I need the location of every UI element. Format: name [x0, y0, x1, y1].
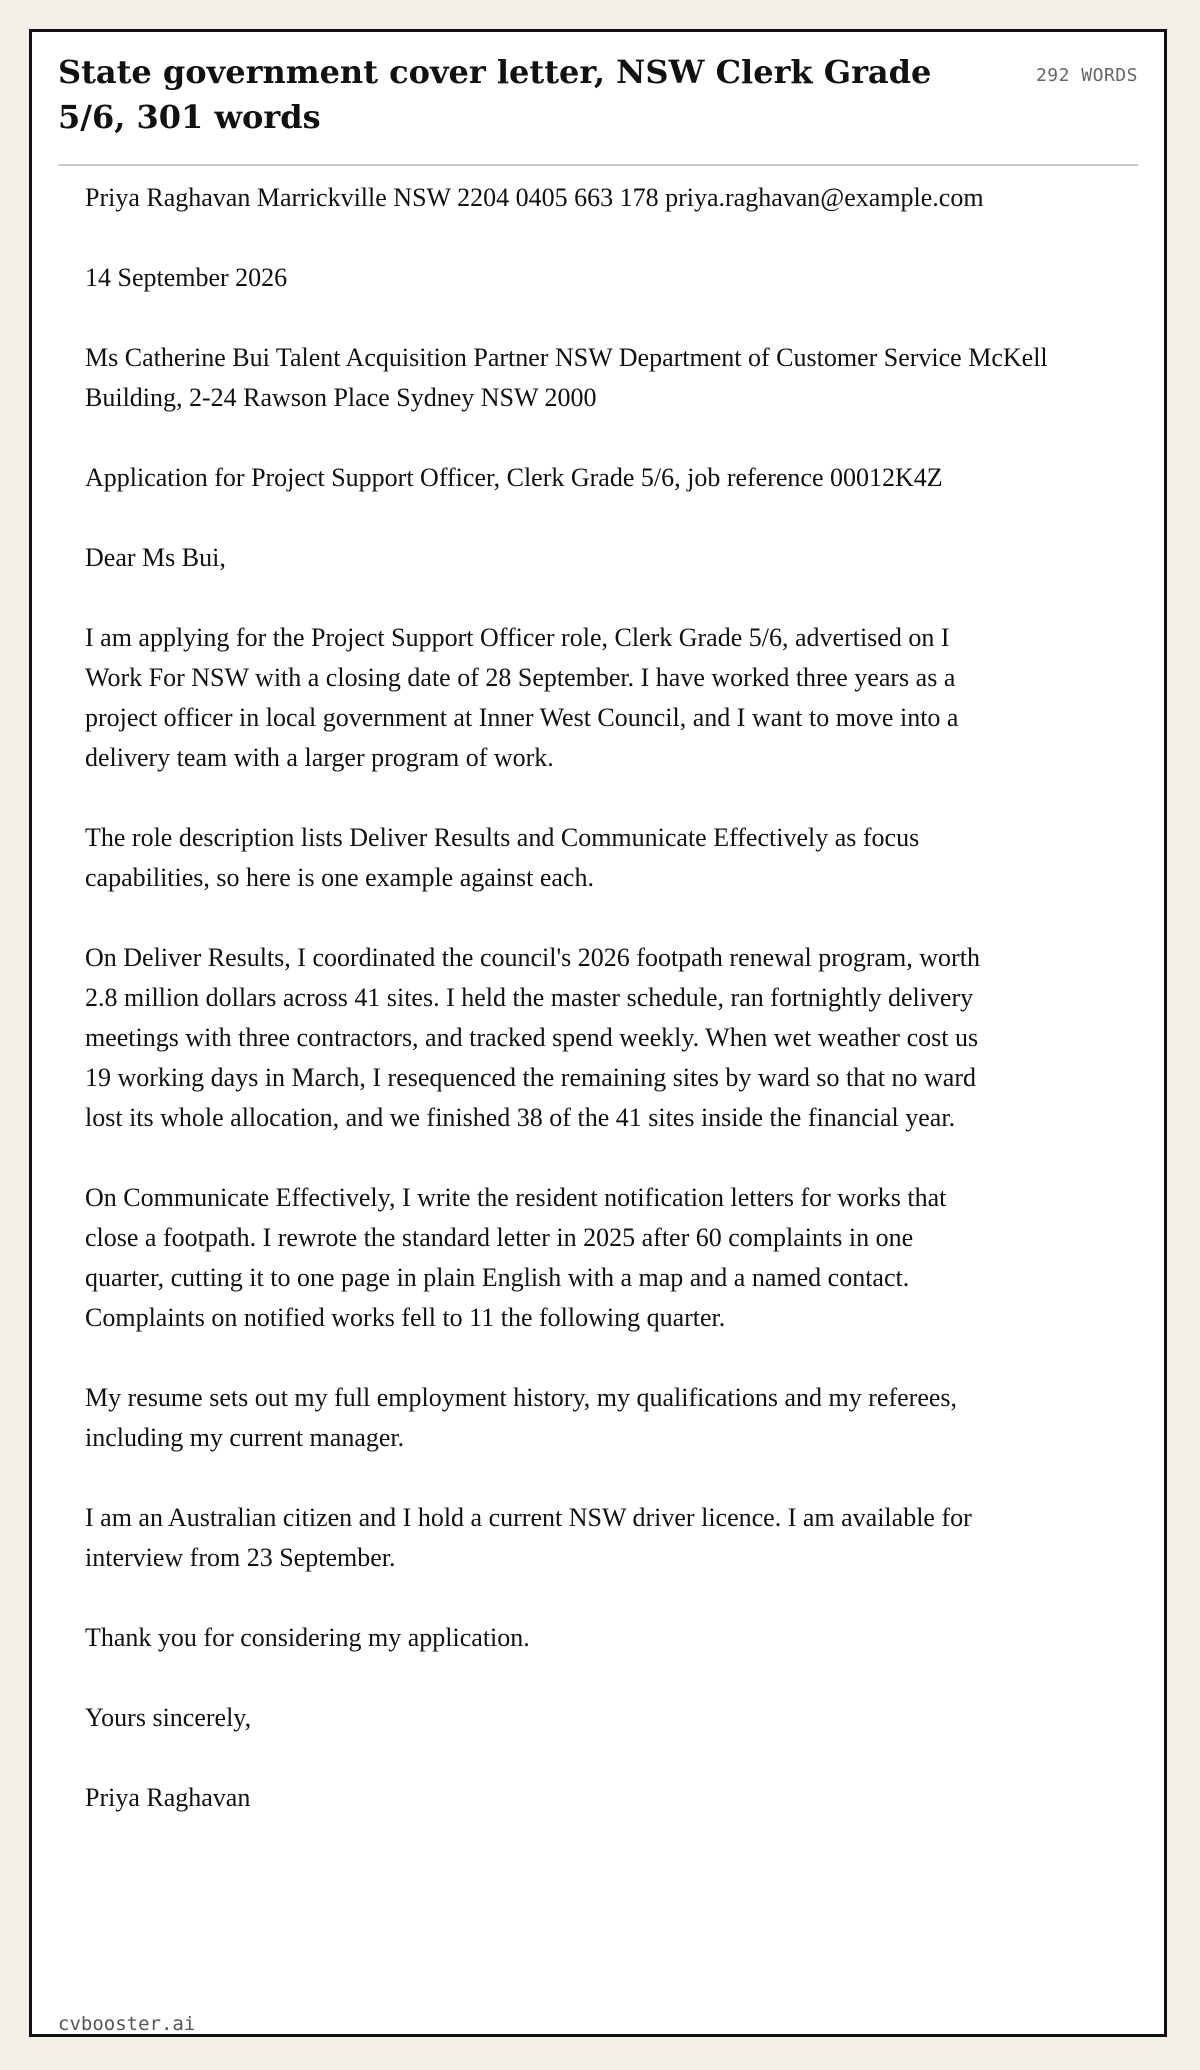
letter-header: [58, 50, 1138, 166]
letter-date: 14 September 2026: [85, 263, 288, 292]
subject-line: Application for Project Support Officer, Clerk Grade 5/6, job reference 00012K4Z: [85, 463, 943, 492]
closing: Yours sincerely,: [85, 1703, 252, 1732]
body-paragraph-deliver-results: On Deliver Results, I coordinated the council's 2026 footpath renewal program, worth 2.8 million dollars across 41 sites. I held the master schedule, ran fortnightly delivery meetings with three contractors, and tracked spend weekly. When wet weather cost us 19 working days in March, I resequenced the remaining sites by ward so that no ward lost its whole allocation, and we finished 38 of the 41 sites inside the financial year.: [85, 943, 980, 1132]
letter-body: [85, 178, 1085, 1858]
page-title: State government cover letter, NSW Clerk Grade 5/6, 301 words: [58, 53, 932, 136]
sender-block: Priya Raghavan Marrickville NSW 2204 0405 663 178 priya.raghavan@example.com: [85, 183, 984, 212]
salutation: Dear Ms Bui,: [85, 543, 226, 572]
signature: Priya Raghavan: [85, 1783, 251, 1812]
word-count-badge: 292 WORDS: [1035, 65, 1138, 86]
body-paragraph-capabilities: The role description lists Deliver Results and Communicate Effectively as focus capabilities, so here is one example against each.: [85, 823, 920, 892]
body-paragraph-communicate: On Communicate Effectively, I write the resident notification letters for works that close a footpath. I rewrote the standard letter in 2025 after 60 complaints in one quarter, cutting it to one page in plain English with a map and a named contact. Complaints on notified works fell to 11 the following quarter.: [85, 1183, 947, 1332]
body-paragraph-intro: I am applying for the Project Support Officer role, Clerk Grade 5/6, advertised on I Work For NSW with a closing date of 28 September. I have worked three years as a project officer in local government at Inner West Council, and I want to move into a delivery team with a larger program of work.: [85, 623, 959, 772]
cover-letter-card: [29, 29, 1167, 2037]
recipient-block: Ms Catherine Bui Talent Acquisition Partner NSW Department of Customer Service McKell Building, 2-24 Rawson Place Sydney NSW 2000: [85, 343, 1048, 412]
body-paragraph-eligibility: I am an Australian citizen and I hold a current NSW driver licence. I am available for interview from 23 September.: [85, 1503, 972, 1572]
footer-brand: cvbooster.ai: [58, 2013, 196, 2035]
body-paragraph-resume: My resume sets out my full employment history, my qualifications and my referees, including my current manager.: [85, 1383, 958, 1452]
body-paragraph-thanks: Thank you for considering my application.: [85, 1623, 530, 1652]
